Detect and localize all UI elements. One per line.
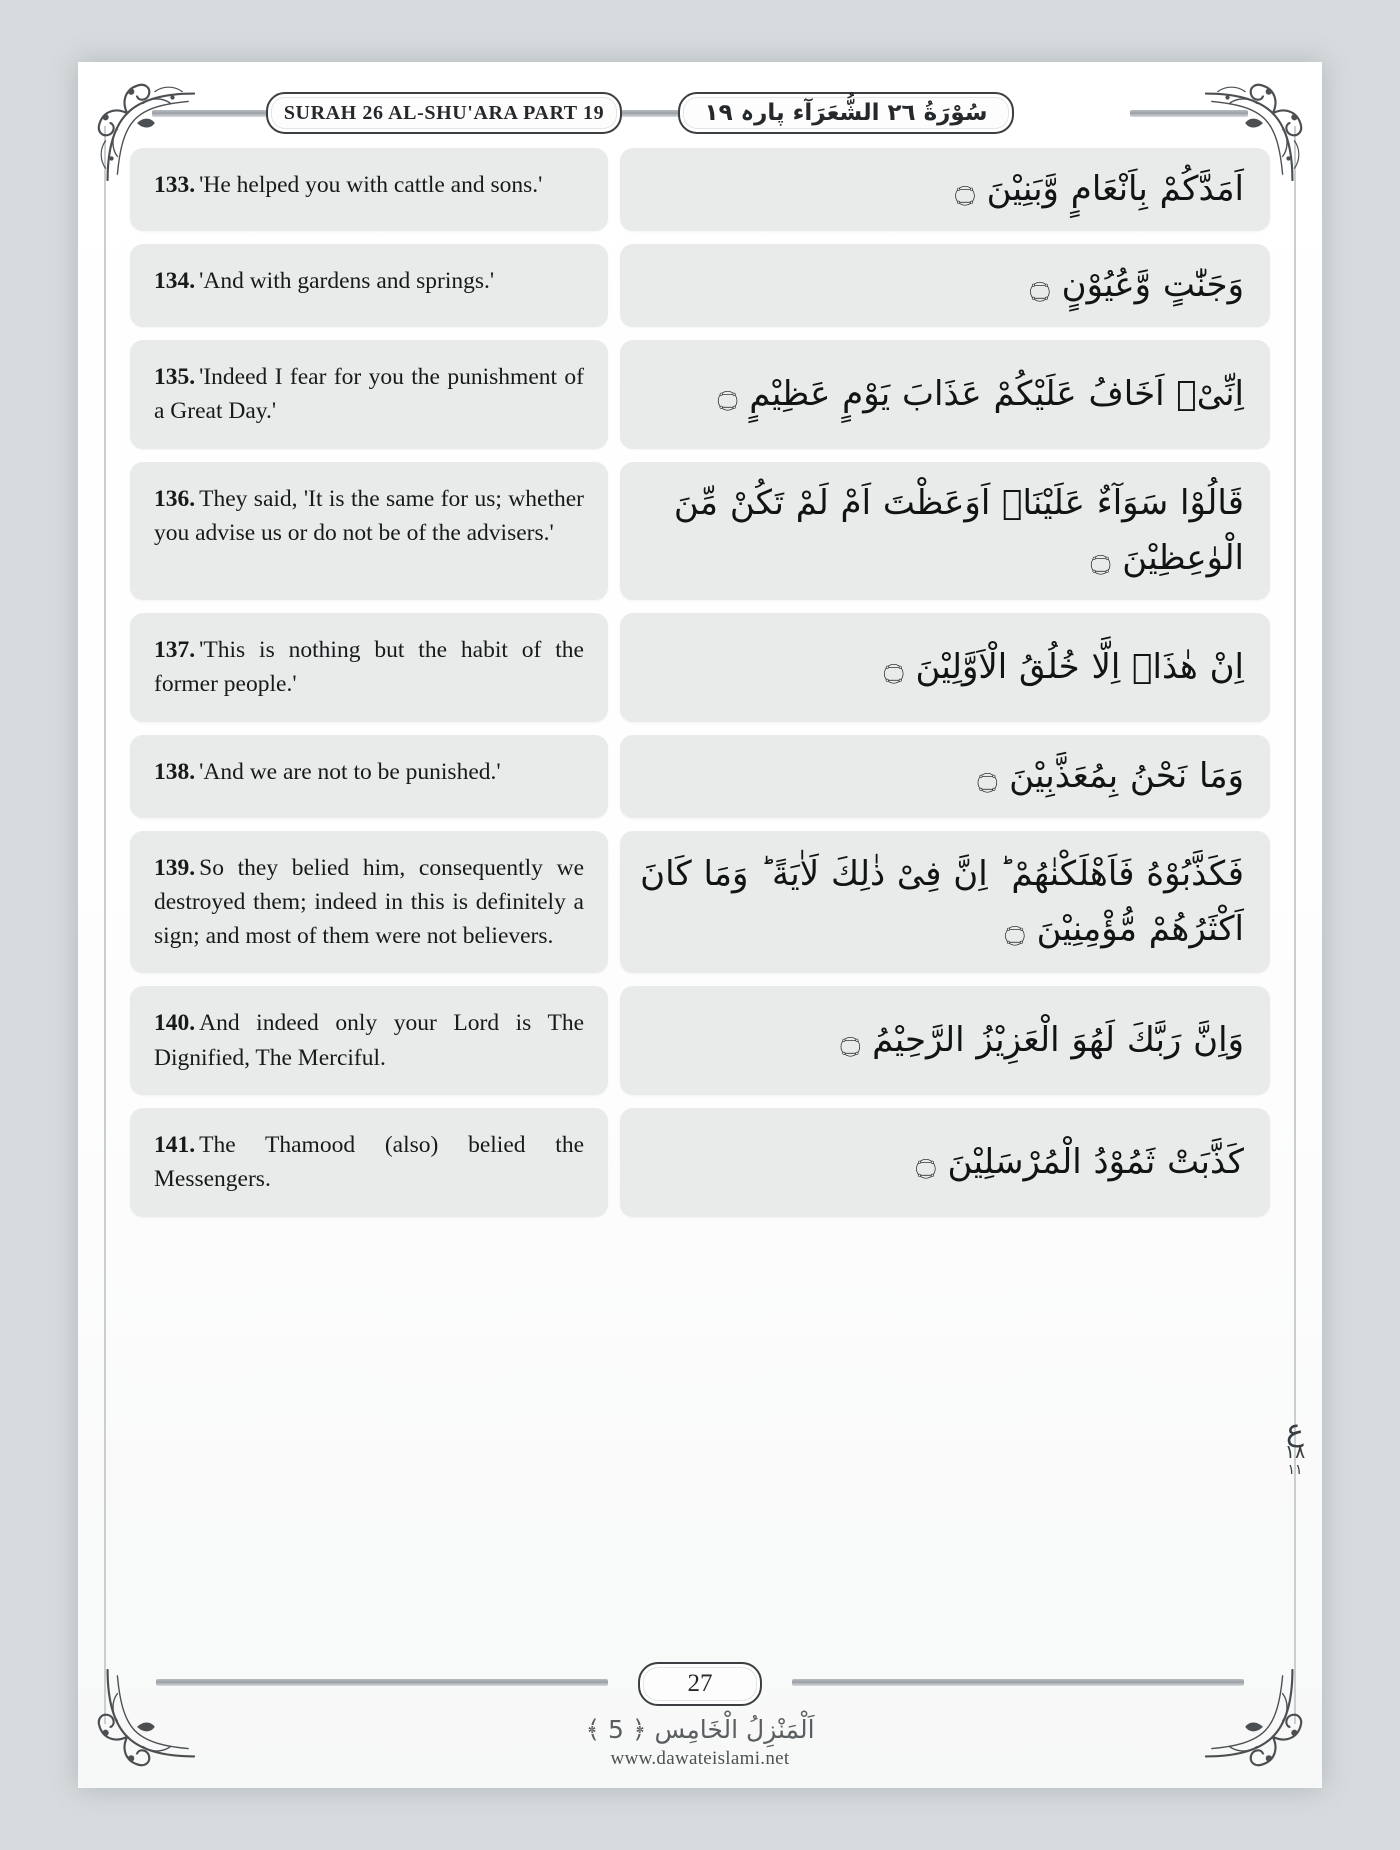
frame-rule-right: [1294, 126, 1296, 1724]
verse-english-cell: [130, 244, 608, 327]
verse-number: 136.: [154, 485, 196, 512]
verse-english-text: [154, 168, 584, 202]
verse-row: [130, 462, 1270, 600]
verse-arabic-text: كَذَّبَتْ ثَمُوْدُ الْمُرْسَلِیْنَ ۝: [915, 1141, 1244, 1182]
verse-english-body: 'He helped you with cattle and sons.': [199, 172, 543, 198]
page-sheet: [78, 62, 1322, 1788]
header-surah-title-arabic: سُوْرَةُ ٢٦ الشُّعَرَآء پارہ ١٩: [704, 100, 988, 126]
verse-arabic-cell: [620, 340, 1270, 449]
verse-arabic-text: وَمَا نَحْنُ بِمُعَذَّبِیْنَ ۝: [977, 755, 1244, 796]
verse-arabic-text: اِنْ هٰذَاۤ اِلَّا خُلُقُ الْاَوَّلِیْنَ ۝: [883, 646, 1244, 687]
verse-arabic-cell: [620, 735, 1270, 818]
verse-english-text: [154, 482, 584, 551]
verse-arabic-cell: [620, 831, 1270, 974]
header-rule-right: [1130, 110, 1248, 117]
verse-number: 140.: [154, 1010, 196, 1037]
verse-list: [130, 148, 1306, 1478]
verse-row: [130, 613, 1270, 722]
verse-english-text: [154, 360, 584, 429]
verse-english-text: [154, 755, 584, 789]
verse-english-body: The Thamood (also) belied the Messengers.: [154, 1132, 584, 1193]
verse-number: 135.: [154, 364, 196, 391]
verse-arabic-text: قَالُوْا سَوَآءٌ عَلَیْنَاۤ اَوَعَظْتَ اَمْ لَمْ تَكُنْ مِّنَ الْوٰعِظِیْنَ ۝: [673, 482, 1244, 578]
verse-row: [130, 148, 1270, 231]
verse-english-cell: [130, 986, 608, 1095]
header-surah-title-arabic-cap: [678, 92, 1014, 134]
verse-english-cell: [130, 1108, 608, 1217]
verse-number: 133.: [154, 172, 196, 198]
verse-arabic-cell: [620, 148, 1270, 231]
verse-number: 134.: [154, 268, 196, 295]
verse-number: 141.: [154, 1132, 196, 1159]
verse-arabic-cell: [620, 1108, 1270, 1217]
verse-english-cell: [130, 831, 608, 974]
verse-arabic-text: اِنِّیْۤ اَخَافُ عَلَیْكُمْ عَذَابَ یَوْمٍ عَظِیْمٍ ۝: [717, 373, 1244, 414]
ruku-sub-number: ١١: [1287, 1461, 1303, 1478]
verse-english-cell: [130, 613, 608, 722]
frame-rule-left: [104, 126, 106, 1724]
verse-row: [130, 340, 1270, 449]
verse-english-cell: [130, 148, 608, 231]
page-number-cap: [638, 1662, 762, 1706]
verse-arabic-text: فَكَذَّبُوْهُ فَاَهْلَكْنٰهُمْ ؕ اِنَّ فِیْ ذٰلِكَ لَاٰیَةً ؕ وَمَا كَانَ اَكْثَرُهُمْ مُّؤْمِنِیْنَ ۝: [640, 853, 1244, 950]
verse-english-text: [154, 264, 584, 298]
header-rule-middle: [615, 110, 685, 117]
verse-arabic-cell: [620, 986, 1270, 1095]
header-rule-left: [152, 110, 270, 117]
verse-english-body: 'And we are not to be punished.': [199, 758, 501, 785]
page-header: [118, 84, 1282, 136]
verse-arabic-text: وَاِنَّ رَبَّكَ لَهُوَ الْعَزِیْزُ الرَّحِیْمُ ۝: [840, 1020, 1244, 1061]
page-footer: [118, 1660, 1282, 1704]
verse-english-body: 'And with gardens and springs.': [199, 268, 495, 295]
ruku-marker: [1274, 1413, 1316, 1478]
verse-row: [130, 244, 1270, 327]
verse-number: 138.: [154, 758, 196, 785]
header-surah-title-english-cap: [266, 92, 622, 134]
verse-english-body: They said, 'It is the same for us; whether you advise us or do not be of the advisers.': [154, 485, 584, 547]
header-surah-title-english: SURAH 26 AL-SHU'ARA PART 19: [283, 101, 605, 124]
footer-rule-right: [792, 1679, 1244, 1686]
verse-english-body: 'This is nothing but the habit of the former people.': [154, 636, 584, 698]
verse-arabic-cell: [620, 244, 1270, 327]
manzil-label: اَلْمَنْزِلُ الْخَامِس ﴿ 5 ﴾: [585, 1715, 815, 1744]
verse-number: 137.: [154, 636, 196, 663]
ruku-number: ١٨: [1284, 1441, 1306, 1463]
verse-arabic-text: وَجَنّٰتٍ وَّعُیُوْنٍ ۝: [1029, 265, 1244, 306]
verse-english-cell: [130, 462, 608, 600]
verse-number: 139.: [154, 854, 196, 881]
verse-english-text: [154, 1006, 584, 1075]
verse-row: [130, 1108, 1270, 1217]
verse-english-body: 'Indeed I fear for you the punishment of a Great Day.': [154, 364, 584, 425]
verse-english-cell: [130, 735, 608, 818]
website-label: www.dawateislami.net: [610, 1748, 790, 1769]
page-number: 27: [687, 1670, 713, 1697]
verse-arabic-text: اَمَدَّكُمْ بِاَنْعَامٍ وَّبَنِیْنَ ۝: [954, 169, 1244, 209]
verse-arabic-cell: [620, 613, 1270, 722]
verse-arabic-cell: [620, 462, 1270, 600]
verse-english-body: So they belied him, consequently we destroyed them; indeed in this is definitely a sign; and most of them were not believers.: [154, 854, 584, 950]
verse-english-text: [154, 1128, 584, 1197]
verse-english-cell: [130, 340, 608, 449]
ruku-ain-symbol: ع: [1286, 1413, 1304, 1448]
verse-english-text: [154, 633, 584, 702]
verse-row: [130, 831, 1270, 974]
verse-english-text: [154, 851, 584, 954]
verse-row: [130, 735, 1270, 818]
page-inner: [78, 62, 1322, 1788]
verse-row: [130, 986, 1270, 1095]
verse-english-body: And indeed only your Lord is The Dignified, The Merciful.: [154, 1010, 584, 1071]
footer-rule-left: [156, 1679, 608, 1686]
footer-meta: [78, 1715, 1322, 1770]
